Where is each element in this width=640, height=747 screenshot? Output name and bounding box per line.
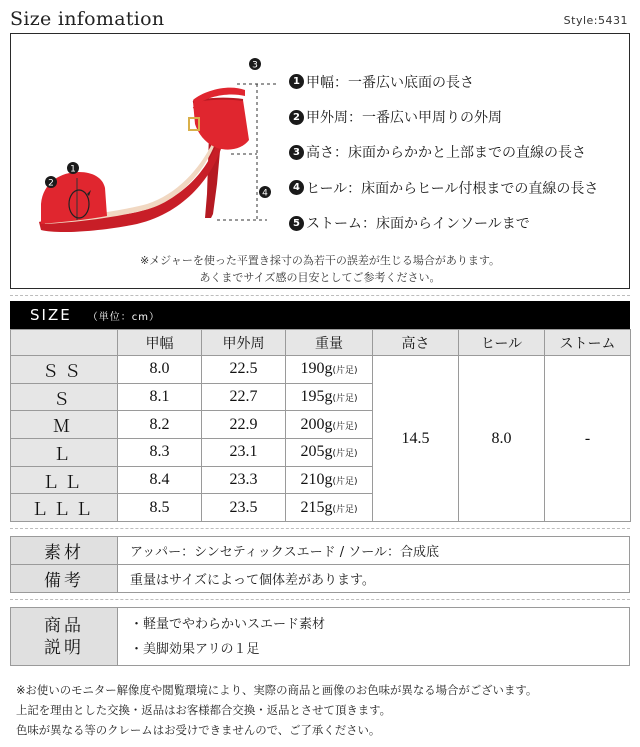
product-label: 商品 説明 — [11, 608, 118, 666]
column-header: 甲外周 — [202, 330, 286, 356]
divider — [10, 599, 630, 600]
storm-value: - — [545, 356, 631, 522]
size-label: Ｌ — [11, 439, 118, 467]
size-label: ＬＬ — [11, 466, 118, 494]
size-table — [10, 329, 631, 522]
weight-cell: 195g(片足) — [286, 383, 373, 411]
footer-note: ※お使いのモニター解像度や閲覧環境により、実際の商品と画像のお色味が異なる場合がございます。 上記を理由とした交換・返品はお客様都合交換・返品とさせて頂きます。 色味が異なる等のクレームはお受けできませんので、ご了承ください。 — [16, 683, 538, 737]
style-code: Style:5431 — [563, 14, 628, 27]
feature-item: ・軽量でやわらかいスエード素材 — [130, 616, 326, 632]
material-value: アッパー：シンセティックスエード / ソール：合成底 — [118, 537, 630, 565]
number-5-icon: 5 — [289, 216, 304, 231]
size-title: SIZE — [30, 306, 72, 324]
weight-cell: 205g(片足) — [286, 439, 373, 467]
weight-cell: 200g(片足) — [286, 411, 373, 439]
svg-text:3: 3 — [252, 60, 258, 71]
column-header: 甲幅 — [118, 330, 202, 356]
measurement-item: 5 ストーム：床面からインソールまで — [289, 206, 629, 241]
measurement-item: 4 ヒール：床面からヒール付根までの直線の長さ — [289, 170, 629, 205]
column-header: 重量 — [286, 330, 373, 356]
measurement-list — [289, 64, 629, 241]
table-row: Ｌ 8.3 23.1 205g(片足) — [11, 439, 631, 467]
height-value: 14.5 — [373, 356, 459, 522]
measurement-item: 2 甲外周：一番広い甲周りの外周 — [289, 99, 629, 134]
remarks-value: 重量はサイズによって個体差があります。 — [118, 565, 630, 593]
remarks-label: 備考 — [11, 565, 118, 593]
svg-text:1: 1 — [70, 164, 76, 175]
table-header-row — [11, 330, 631, 356]
number-1-icon: 1 — [289, 74, 304, 89]
page-title: Size infomation — [10, 8, 165, 30]
size-diagram-box — [10, 33, 630, 289]
divider — [10, 295, 630, 296]
marker-4-icon — [259, 186, 271, 199]
weight-cell: 210g(片足) — [286, 466, 373, 494]
measurement-item: 1 甲幅：一番広い底面の長さ — [289, 64, 629, 99]
size-label: Ｍ — [11, 411, 118, 439]
table-row: ＬＬ 8.4 23.3 210g(片足) — [11, 466, 631, 494]
number-3-icon: 3 — [289, 145, 304, 160]
svg-text:2: 2 — [48, 178, 54, 189]
column-header: 高さ — [373, 330, 459, 356]
table-row: ＳＳ 8.0 22.5 190g(片足) 14.5 8.0 - — [11, 356, 631, 384]
remarks-row — [11, 565, 630, 593]
size-label: ＬＬＬ — [11, 494, 118, 522]
measurement-note: ※メジャーを使った平置き採寸の為若干の誤差が生じる場合があります。 あくまでサイズ感の目安としてご参考ください。 — [139, 254, 501, 284]
number-2-icon: 2 — [289, 110, 304, 125]
feature-item: ・美脚効果アリの１足 — [130, 641, 260, 657]
table-row: ＬＬＬ 8.5 23.5 215g(片足) — [11, 494, 631, 522]
number-4-icon: 4 — [289, 180, 304, 195]
svg-text:4: 4 — [262, 188, 268, 199]
table-row: Ｓ 8.1 22.7 195g(片足) — [11, 383, 631, 411]
weight-cell: 190g(片足) — [286, 356, 373, 384]
column-header — [11, 330, 118, 356]
product-row — [11, 608, 630, 666]
material-label: 素材 — [11, 537, 118, 565]
size-section-header — [10, 301, 630, 329]
shoe-illustration — [17, 44, 289, 268]
heel-value: 8.0 — [459, 356, 545, 522]
column-header: ストーム — [545, 330, 631, 356]
size-unit: （単位：cm） — [87, 311, 160, 323]
measurement-item: 3 高さ：床面からかかと上部までの直線の長さ — [289, 135, 629, 170]
size-label: ＳＳ — [11, 356, 118, 384]
marker-3-icon — [249, 58, 261, 71]
product-features — [118, 608, 630, 666]
divider — [10, 528, 630, 529]
weight-cell: 215g(片足) — [286, 494, 373, 522]
table-row: Ｍ 8.2 22.9 200g(片足) — [11, 411, 631, 439]
size-label: Ｓ — [11, 383, 118, 411]
column-header: ヒール — [459, 330, 545, 356]
material-remarks-table — [10, 536, 630, 593]
material-row — [11, 537, 630, 565]
product-description-table — [10, 607, 630, 666]
